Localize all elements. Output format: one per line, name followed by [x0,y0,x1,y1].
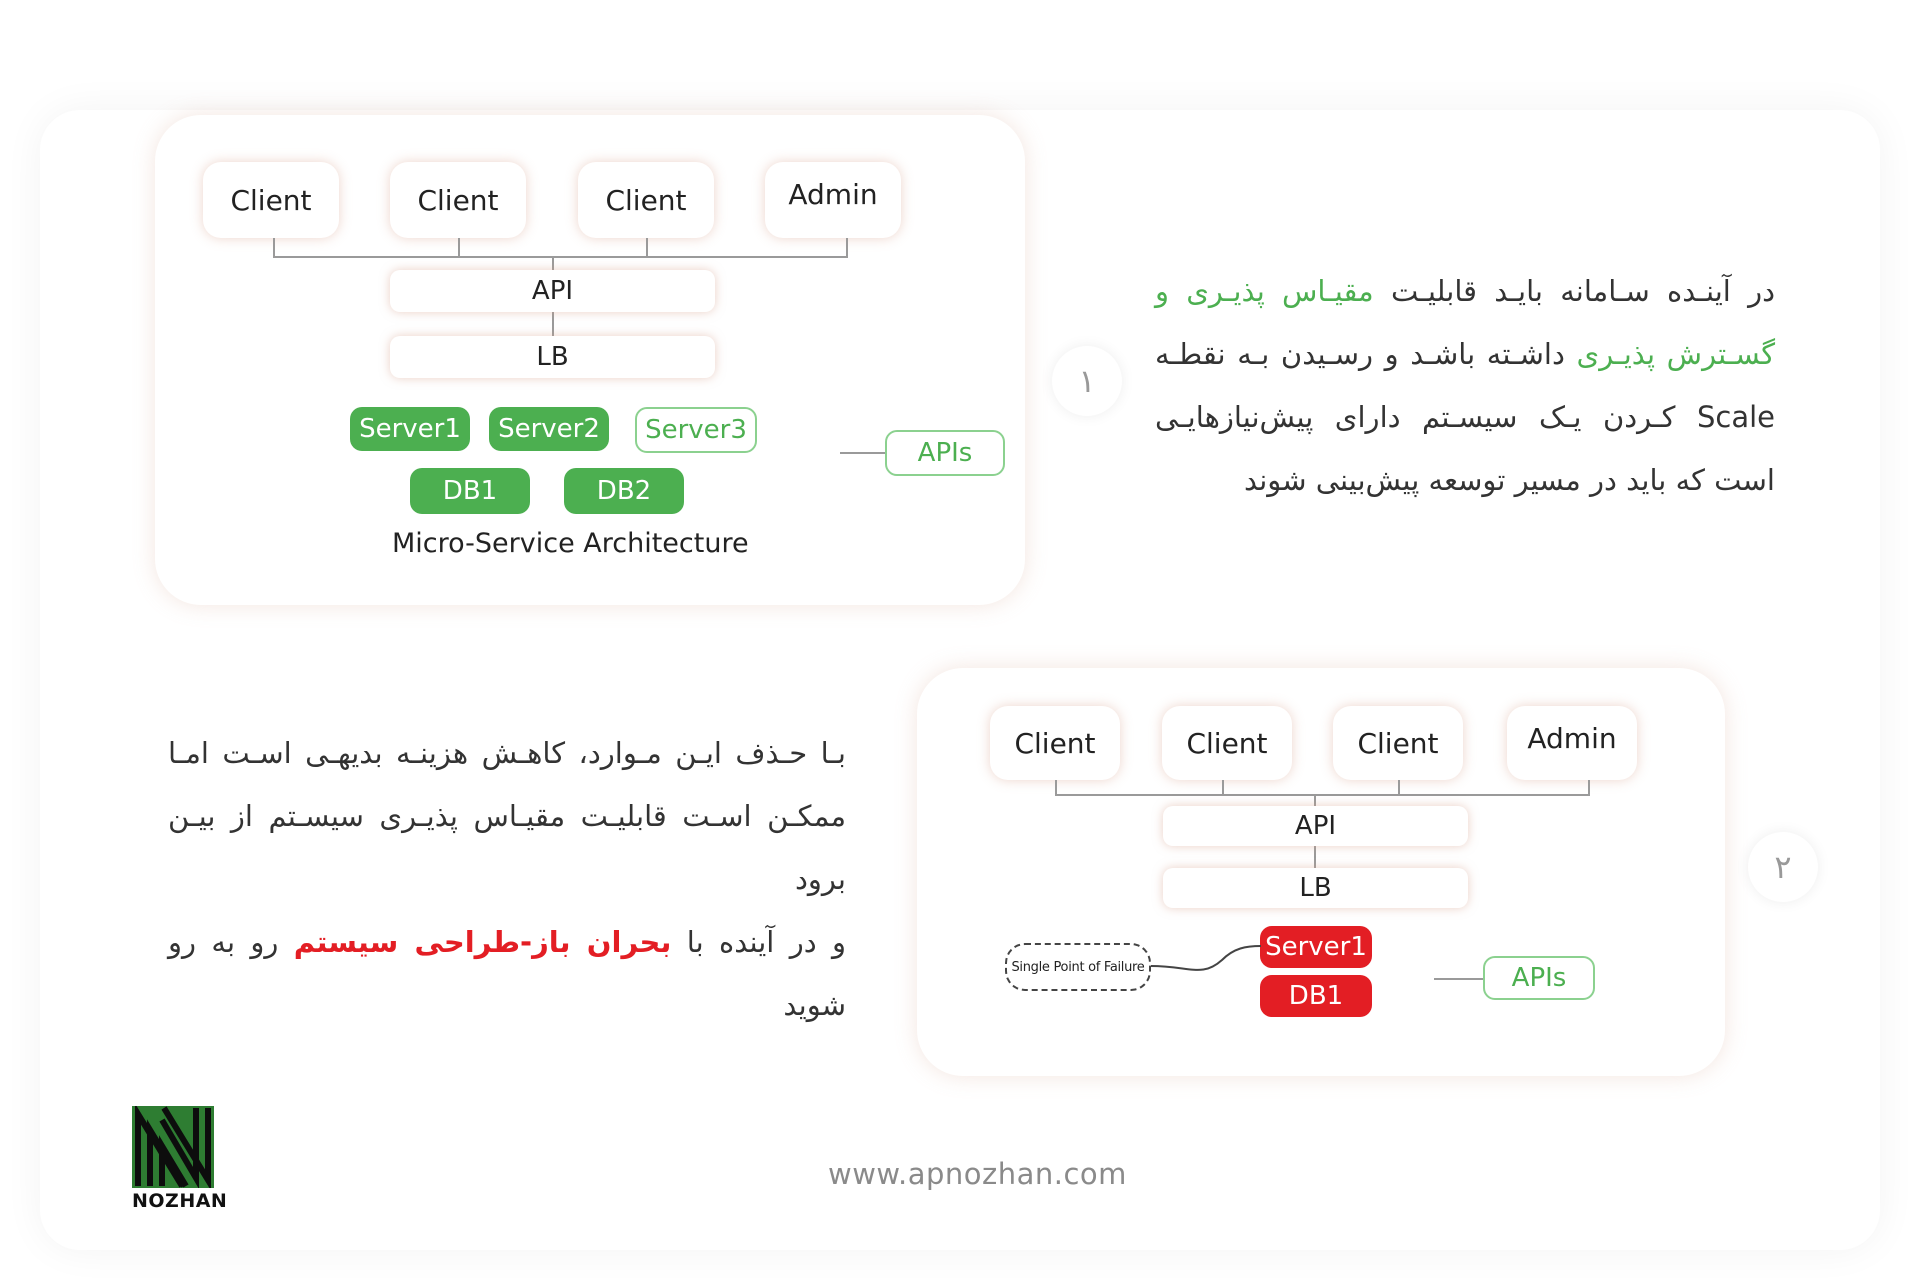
d2-spof-connector [1150,940,1262,980]
text2-paragraph [168,722,846,1037]
text2-p2a: و در آینده با [686,925,847,959]
d2-client-2: Client [1162,706,1292,780]
d1-server3: Server3 [635,407,757,453]
text2-p2c: رو به رو شوید [168,925,846,1022]
d1-caption: Micro-Service Architecture [392,528,749,559]
d1-connector [646,238,648,258]
d2-lb-bar: LB [1163,868,1468,908]
text2-highlight: بحران باز-طراحی سیستم [293,925,672,959]
d1-client-2: Client [390,162,526,238]
d1-server1: Server1 [350,407,470,451]
text1-c: داشـته باشـد و رسـیدن بـه نقطـه Scale کـردن یـک سیسـتم دارای پیش‌نیازهایـی است که باید در مسیر توسعه پیش‌بینی شوند [1155,337,1775,497]
text1-highlight: مقیـاس پذیـری و گسـترش پذیـری [1155,274,1776,371]
d1-lb-bar: LB [390,336,715,378]
d2-connector [1314,794,1316,806]
d1-db2: DB2 [564,468,684,514]
text1-a: در آینـده سـامانه بایـد قابلیـت [1390,274,1775,308]
d1-db1: DB1 [410,468,530,514]
d2-client-3: Client [1333,706,1463,780]
step-2-badge: ۲ [1748,832,1818,902]
d1-connector [458,238,460,258]
d2-api-bar: API [1163,806,1468,846]
d1-api-bar: API [390,270,715,312]
d1-client-1: Client [203,162,339,238]
d1-connector [846,238,848,258]
nozhan-logo-text: NOZHAN [132,1190,228,1212]
d2-server1: Server1 [1260,926,1372,968]
d2-spof-label: Single Point of Failure [1005,943,1151,991]
d2-connector [1055,794,1590,796]
d2-client-1: Client [990,706,1120,780]
text2-p2 [168,911,846,1037]
footer-url[interactable]: www.apnozhan.com [828,1157,1127,1191]
text2-p1: بـا حـذف ایـن مـوارد، کاهـش هزینـه بدیهـی اسـت امـا ممکـن اسـت قابلیـت مقیـاس پذیـری سیسـتم از بیـن برود [168,736,846,896]
nozhan-logo-icon [132,1106,214,1188]
d2-connector [1314,846,1316,868]
step-1-badge: ۱ [1052,346,1122,416]
d2-apis-connector [1434,978,1484,980]
d1-client-3: Client [578,162,714,238]
d1-connector [552,256,554,270]
d2-db1: DB1 [1260,975,1372,1017]
d1-connector [552,312,554,336]
d1-admin: Admin [765,162,901,238]
text1-paragraph [1155,260,1775,512]
d1-server2: Server2 [489,407,609,451]
d1-apis-tag: APIs [885,430,1005,476]
d1-connector [273,256,848,258]
d1-apis-connector [840,452,886,454]
d2-admin: Admin [1507,706,1637,780]
d2-apis-tag: APIs [1483,956,1595,1000]
d1-connector [273,238,275,258]
